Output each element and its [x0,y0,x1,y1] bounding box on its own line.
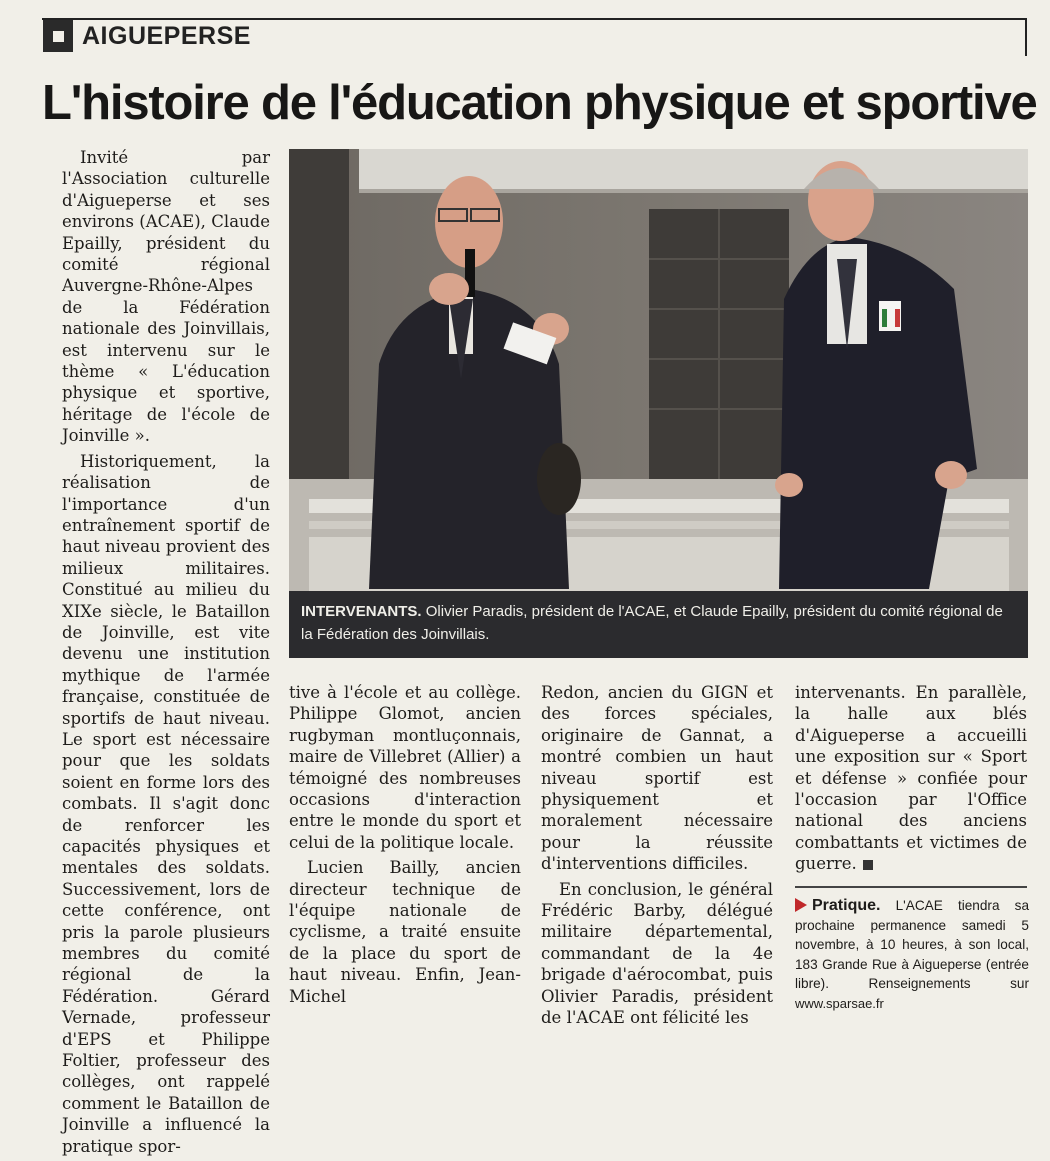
paragraph: En conclusion, le général Frédéric Barby, délégué militaire départemental, commandant de la 4e brigade d'aérocombat, puis Olivier Paradis, président de l'ACAE ont félicité les [541,879,773,1028]
section-kicker [43,20,251,52]
pratique-box [795,896,1029,1014]
article-column-1 [62,147,270,1161]
paragraph-with-end-mark [795,682,1027,875]
paragraph: Lucien Bailly, ancien directeur technique de l'équipe nationale de cyclisme, a traité ensuite de la place du sport de haut niveau. Enfin, Jean-Michel [289,858,521,1006]
pratique-text: L'ACAE tiendra sa prochaine permanence samedi 5 novembre, à 10 heures, à son local, 183 Grande Rue à Aigueperse (entrée libre). Renseignements sur [795,898,1030,992]
seated-person [537,443,581,515]
paragraph: intervenants. En parallèle, la halle aux blés d'Aigueperse a accueilli une exposition sur « Sport et défense » confiée pour l'occasion par l'Office national des anciens combattants et victimes de guerre. [795,683,1027,874]
bleed-through-text [260,2,1040,16]
paragraph: Invité par l'Association culturelle d'Aigueperse et ses environs (ACAE), Claude Epailly, président du comité régional Auvergne-Rhône-Alpes de la Fédération nationale des Joinvillais, est intervenu sur le thème « L'éducation physique et sportive, héritage de l'école de Joinville ». [62,148,270,446]
caption-lead: INTERVENANTS. [301,603,422,620]
photo-caption [289,591,1028,658]
section-square-icon [43,20,73,52]
end-of-article-icon [863,860,873,870]
article-column-3 [541,682,773,1033]
pratique-divider [795,886,1027,888]
caption-text: Olivier Paradis, président de l'ACAE, et Claude Epailly, président du comité régional de la Fédération des Joinvillais. [301,603,1003,643]
pratique-title: Pratique. [812,897,881,914]
pratique-website: www.sparsae.fr [795,995,884,1011]
red-arrow-icon [795,898,807,912]
headline: L'histoire de l'éducation physique et sportive [42,76,1037,130]
paragraph: Redon, ancien du GIGN et des forces spéciales, originaire de Gannat, a montré combien un haut niveau sportif est physiquement et moralement nécessaire pour la réussite d'interventions difficiles. [541,683,773,874]
article-photo [289,149,1028,591]
article-column-4 [795,682,1027,879]
paragraph: tive à l'école et au collège. Philippe Glomot, ancien rugbyman montluçonnais, maire de Villebret (Allier) a témoigné des nombreuses occasions d'interaction entre le monde du sport et celui de la politique locale. [289,683,521,852]
section-label: AIGUEPERSE [82,21,251,50]
article-column-2 [289,682,521,1011]
paragraph: Historiquement, la réalisation de l'importance d'un entraînement sportif de haut niveau provient des milieux militaires. Constitué au milieu du XIXe siècle, le Bataillon de Joinville, est vite devenu une institution mythique de l'armée française, constituée de sportifs de haut niveau. Le sport est nécessaire pour que les soldats soient en forme lors des combats. Il s'agit donc de renforcer les capacités physiques et mentales des soldats. Successivement, lors de cette conférence, ont pris la parole plusieurs membres du comité régional de la Fédération. Gérard Vernade, professeur d'EPS et Philippe Foltier, professeur des collèges, ont rappelé comment le Bataillon de Joinville a influencé la pratique spor- [62,451,270,1156]
photo-illustration [289,149,1028,591]
